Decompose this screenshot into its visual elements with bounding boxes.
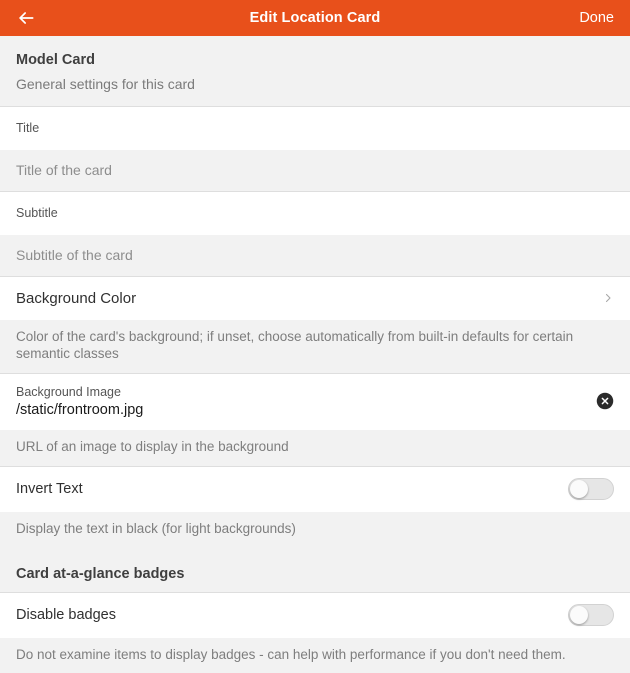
invert-text-row[interactable] [0, 466, 630, 512]
section-title: Model Card [16, 52, 614, 68]
subtitle-field-row[interactable] [0, 191, 630, 235]
model-card-section-header [0, 36, 630, 106]
background-image-help: URL of an image to display in the background [16, 439, 614, 456]
disable-badges-toggle[interactable] [568, 604, 614, 626]
invert-text-help: Display the text in black (for light backgrounds) [16, 521, 614, 538]
invert-text-help-row [0, 512, 630, 548]
background-image-label: Background Image [16, 385, 586, 399]
background-color-label: Background Color [16, 290, 592, 307]
chevron-right-icon [602, 292, 614, 304]
disable-badges-row[interactable] [0, 592, 630, 638]
badges-group-title: Card at-a-glance badges [16, 566, 614, 582]
disable-badges-label: Disable badges [16, 607, 556, 623]
settings-list[interactable] [0, 36, 630, 673]
background-color-row[interactable] [0, 276, 630, 320]
title-field-label: Title [16, 121, 614, 135]
background-color-help: Color of the card's background; if unset, choose automatically from built-in defaults for certain semantic classes [16, 329, 614, 363]
toggle-knob [570, 480, 588, 498]
subtitle-field-label: Subtitle [16, 206, 614, 220]
page-title: Edit Location Card [0, 10, 630, 26]
disable-badges-help-row [0, 638, 630, 673]
toggle-knob [570, 606, 588, 624]
title-field-row[interactable] [0, 106, 630, 150]
arrow-left-icon [16, 8, 36, 28]
badges-group-header [0, 548, 630, 592]
done-button[interactable]: Done [577, 8, 616, 28]
background-image-help-row [0, 430, 630, 466]
clear-circle-icon[interactable] [596, 392, 614, 410]
subtitle-input-placeholder: Subtitle of the card [16, 247, 614, 263]
background-color-help-row [0, 320, 630, 373]
section-subtitle: General settings for this card [16, 76, 614, 92]
app-header [0, 0, 630, 36]
background-image-value[interactable]: /static/frontroom.jpg [16, 402, 586, 418]
back-button[interactable] [14, 6, 38, 30]
title-input[interactable] [0, 150, 630, 191]
background-image-row[interactable] [0, 373, 630, 430]
invert-text-toggle[interactable] [568, 478, 614, 500]
invert-text-label: Invert Text [16, 481, 556, 497]
subtitle-input[interactable] [0, 235, 630, 276]
disable-badges-help: Do not examine items to display badges - can help with performance if you don't need them. [16, 647, 614, 664]
title-input-placeholder: Title of the card [16, 162, 614, 178]
